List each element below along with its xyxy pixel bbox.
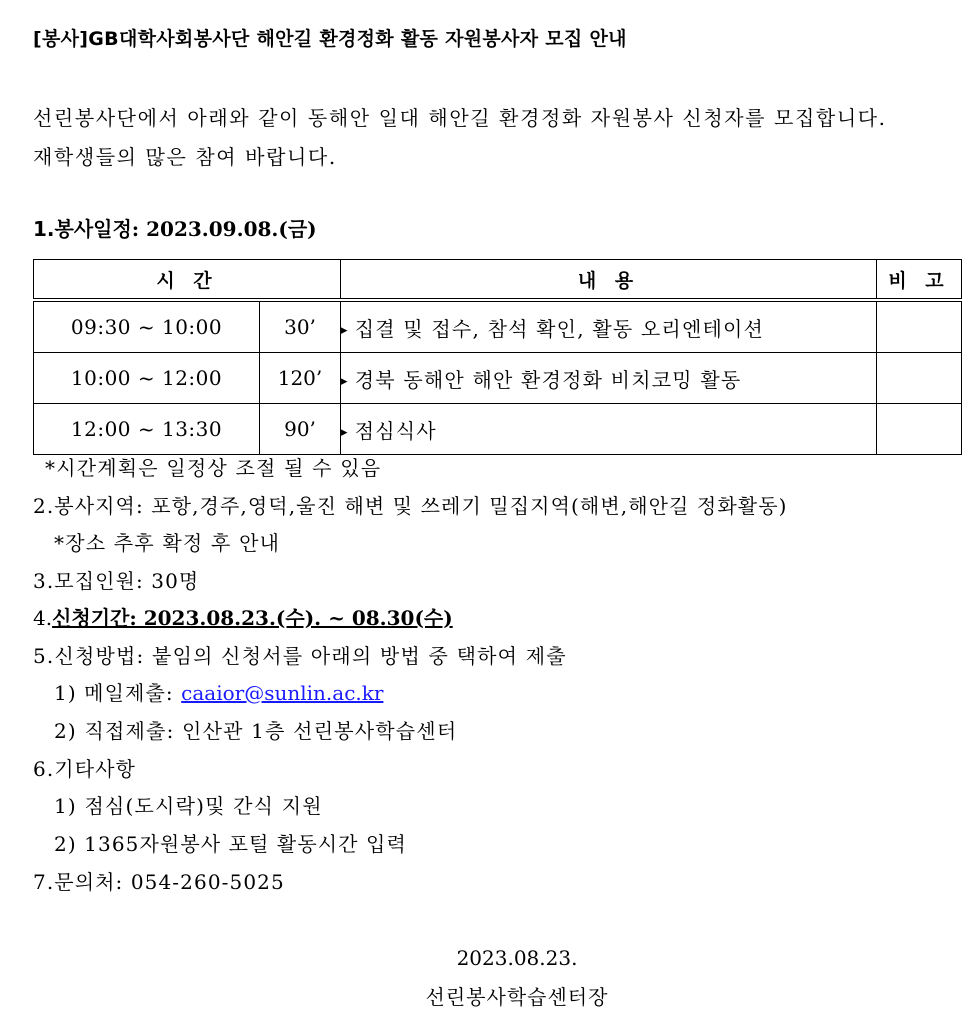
bullet-icon: ▸ [341, 373, 349, 389]
table-row [34, 300, 962, 353]
row-content-text: 경북 동해안 해안 환경정화 비치코밍 활동 [354, 367, 742, 392]
column-header-time: 시 간 [34, 260, 341, 301]
contact-section: 7.문의처: 054-260-5025 [33, 870, 285, 894]
row-content [341, 300, 877, 353]
schedule-table [33, 259, 962, 455]
table-row [34, 404, 962, 455]
row-content [341, 353, 877, 404]
etc-item-2: 2) 1365자원봉사 포털 활동시간 입력 [54, 832, 407, 856]
row-time: 12:00 ~ 13:30 [34, 404, 260, 455]
schedule-table-header [34, 260, 962, 301]
area-section: 2.봉사지역: 포항,경주,영덕,울진 해변 및 쓰레기 밀집지역(해변,해안길 정화활동) [33, 494, 788, 518]
intro-line-2: 재학생들의 많은 참여 바랍니다. [33, 145, 337, 169]
table-row [34, 353, 962, 404]
row-duration: 120’ [260, 353, 341, 404]
schedule-heading-label: 1.봉사일정 [33, 217, 132, 241]
method-direct: 2) 직접제출: 인산관 1층 선린봉사학습센터 [54, 719, 458, 743]
recruit-section: 3.모집인원: 30명 [33, 569, 200, 593]
schedule-footnote: *시간계획은 일정상 조절 될 수 있음 [45, 456, 382, 480]
area-note: *장소 추후 확정 후 안내 [54, 531, 281, 555]
period-number: 4. [33, 606, 53, 630]
footer-date: 2023.08.23. [456, 946, 578, 970]
row-duration: 30’ [260, 300, 341, 353]
row-note [877, 300, 962, 353]
bullet-icon: ▸ [341, 424, 349, 440]
row-content-text: 집결 및 접수, 참석 확인, 활동 오리엔테이션 [354, 316, 765, 341]
row-duration: 90’ [260, 404, 341, 455]
row-time: 09:30 ~ 10:00 [34, 300, 260, 353]
column-header-content: 내 용 [341, 260, 877, 301]
email-link[interactable]: caaior@sunlin.ac.kr [181, 681, 384, 705]
method-section: 5.신청방법: 붙임의 신청서를 아래의 방법 중 택하여 제출 [33, 644, 567, 668]
row-content-text: 점심식사 [354, 418, 437, 443]
etc-section: 6.기타사항 [33, 757, 136, 781]
schedule-heading [33, 217, 317, 241]
period-text: 신청기간: 2023.08.23.(수). ~ 08.30(수) [52, 606, 453, 630]
footer-org: 선린봉사학습센터장 [425, 985, 609, 1009]
etc-item-1: 1) 점심(도시락)및 간식 지원 [54, 794, 323, 818]
row-time: 10:00 ~ 12:00 [34, 353, 260, 404]
period-section [33, 606, 453, 630]
column-header-note: 비 고 [877, 260, 962, 301]
schedule-heading-date: : 2023.09.08.(금) [131, 217, 317, 241]
email-label: 1) 메일제출: [54, 681, 182, 705]
row-content [341, 404, 877, 455]
row-note [877, 353, 962, 404]
method-email [54, 681, 383, 705]
bullet-icon: ▸ [341, 322, 349, 338]
intro-line-1: 선린봉사단에서 아래와 같이 동해안 일대 해안길 환경정화 자원봉사 신청자를 모집합니다. [33, 106, 887, 130]
document-title: [봉사]GB대학사회봉사단 해안길 환경정화 활동 자원봉사자 모집 안내 [33, 28, 627, 50]
row-note [877, 404, 962, 455]
